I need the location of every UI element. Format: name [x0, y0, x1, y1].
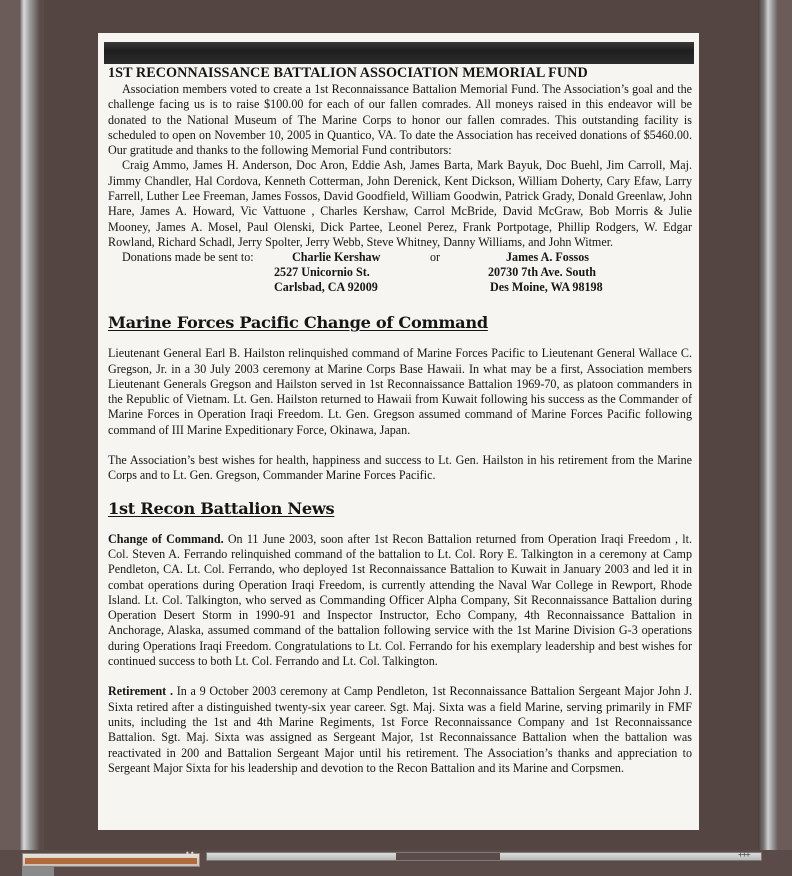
retirement-para — [108, 684, 692, 776]
memorial-fund-intro: Association members voted to create a 1st Reconnaissance Battalion Memorial Fund. The Association’s goal and the challenge facing us is to raise $100.00 for each of our fallen comrades. All moneys raised in this endeavor will be donated to the National Museum of The Marine Corps to honor our fallen comrades. This outstanding facility is scheduled to open on November 10, 2005 in Quantico, VA. To date the Association has received donations of $5460.00. Our gratitude and thanks to the following Memorial Fund contributors: — [108, 82, 692, 158]
donations-label: Donations made be sent to: — [122, 250, 254, 265]
marforpac-para1: Lieutenant General Earl B. Hailston relinquished command of Marine Forces Pacific to Lieutenant General Wallace C. Gregson, Jr. in a 30 July 2003 ceremony at Marine Corps Base Hawaii. In what may be a first, Association members Lieutenant Generals Gregson and Hailston served in 1st Reconnaissance Battalion 1969-70, as platoon commanders in the Republic of Vietnam. Lt. Gen. Hailston returned to Hawaii from Kuwait following his success as the Commander of Marine Forces in Operation Iraqi Freedom. Lt. Gen. Gregson assumed command of Marine Forces Pacific following command of III Marine Expeditionary Force, Okinawa, Japan. — [108, 346, 692, 437]
address1-city: Carlsbad, CA 92009 — [274, 280, 378, 295]
viewer-left-frame — [0, 0, 44, 850]
change-of-command-text: On 11 June 2003, soon after 1st Recon Battalion returned from Operation Iraqi Freedom , lt. Col. Steven A. Ferrando relinquished command of the battalion to Lt. Col. Rory E. Talkington in a ceremony at Camp Pendleton, CA. Lt. Col. Ferrando, who deployed 1st Reconnaissance Battalion to Kuwait in January 2003 and led it in combat operations during Operation Iraqi Freedom, is currently attending the Naval War College in Rewport, Rhode Island. Lt. Col. Talkington, who served as Commanding Officer Alpha Company, Sit Reconnaissance Battalion during Operation Desert Storm in 1990-91 and Inspector Instructor, Echo Company, 4th Reconnaissance Battalion in Anchorage, Alaska, assumed command of the battalion following service with the 1st Marine Division G-3 operations during Operations Iraqi Freedom. Congratulations to Lt. Col. Ferrando for his exemplary leadership and best wishes for continued success to both Lt. Col. Ferrando and Lt. Col. Talkington. — [108, 531, 692, 669]
marforpac-para2: The Association’s best wishes for health, happiness and success to Lt. Gen. Hailston in his retirement from the Marine Corps and to Lt. Gen. Gregson, Commander Marine Forces Pacific. — [108, 453, 692, 483]
zoom-slider-fill — [25, 858, 197, 864]
page-header-bar — [104, 42, 694, 64]
page-tab[interactable] — [22, 867, 54, 876]
address2-city: Des Moine, WA 98198 — [490, 280, 603, 295]
change-of-command-para — [108, 532, 692, 670]
viewer-vertical-scrollbar[interactable] — [758, 0, 792, 850]
horizontal-scrollbar[interactable] — [206, 852, 762, 861]
address1-name: Charlie Kershaw — [292, 250, 381, 265]
retirement-text: In a 9 October 2003 ceremony at Camp Pendleton, 1st Reconnaissance Battalion Sergeant Major John J. Sixta retired after a distinguished twenty-six year career. Sgt. Maj. Sixta was a field Marine, serving primarily in FMF units, including the 1st and 4th Marine Regiments, 1st Force Reconnaissance Company and 1st Reconnaissance Battalion. Sgt. Maj. Sixta was assigned as Sergeant Major, 1st Reconnaissance Battalion when the battalion was reactivated in 200 and Battalion Sergeant Major until his retirement. The Association’s thanks and appreciation to Sergeant Major Sixta for his leadership and devotion to the Recon Battalion and its Marine and Corpsmen. — [108, 684, 692, 775]
zoom-slider[interactable] — [22, 853, 200, 867]
horizontal-scrollbar-thumb[interactable] — [396, 853, 500, 860]
scrollbar-grip-icon: +++ — [738, 850, 750, 859]
address2-street: 20730 7th Ave. South — [488, 265, 596, 280]
document-page — [98, 33, 699, 830]
page-content — [108, 65, 692, 776]
recon-news-title: 1st Recon Battalion News — [108, 498, 335, 518]
marforpac-title: Marine Forces Pacific Change of Command — [108, 313, 488, 333]
address2-name: James A. Fossos — [506, 250, 589, 265]
address-or: or — [430, 250, 441, 265]
memorial-fund-contributors: Craig Ammo, James H. Anderson, Doc Aron, Eddie Ash, James Barta, Mark Bayuk, Doc Buehl, Jim Carroll, Maj. Jimmy Chandler, Hal Cordova, Kenneth Cotterman, John Derenick, Kent Dickson, William Doherty, Cary Efaw, Larry Farrell, Luther Lee Freeman, James Fossos, David Goodfield, William Goodwin, Patrick Grady, Donald Greenlaw, John Hare, James A. Howard, Vic Vattuone , Charles Kershaw, Carrol McBride, David McGraw, Bob Morris & Julie Mooney, James A. Mosel, Paul Olenski, Dick Partee, Leonel Perez, Frank Portpotage, Phillip Rodgers, W. Edgar Rowland, Richard Schadl, Jerry Spolter, Jerry Webb, Steve Whitney, Danny Williams, and John Witmer. — [108, 158, 692, 249]
address1-street: 2527 Unicornio St. — [274, 265, 370, 280]
zoom-slider-marker: •• — [185, 849, 195, 858]
change-of-command-lead: Change of Command. — [108, 531, 224, 546]
donation-addresses — [108, 250, 692, 298]
memorial-fund-title: 1ST RECONNAISSANCE BATTALION ASSOCIATION MEMORIAL FUND — [108, 65, 588, 81]
retirement-lead: Retirement . — [108, 684, 173, 699]
